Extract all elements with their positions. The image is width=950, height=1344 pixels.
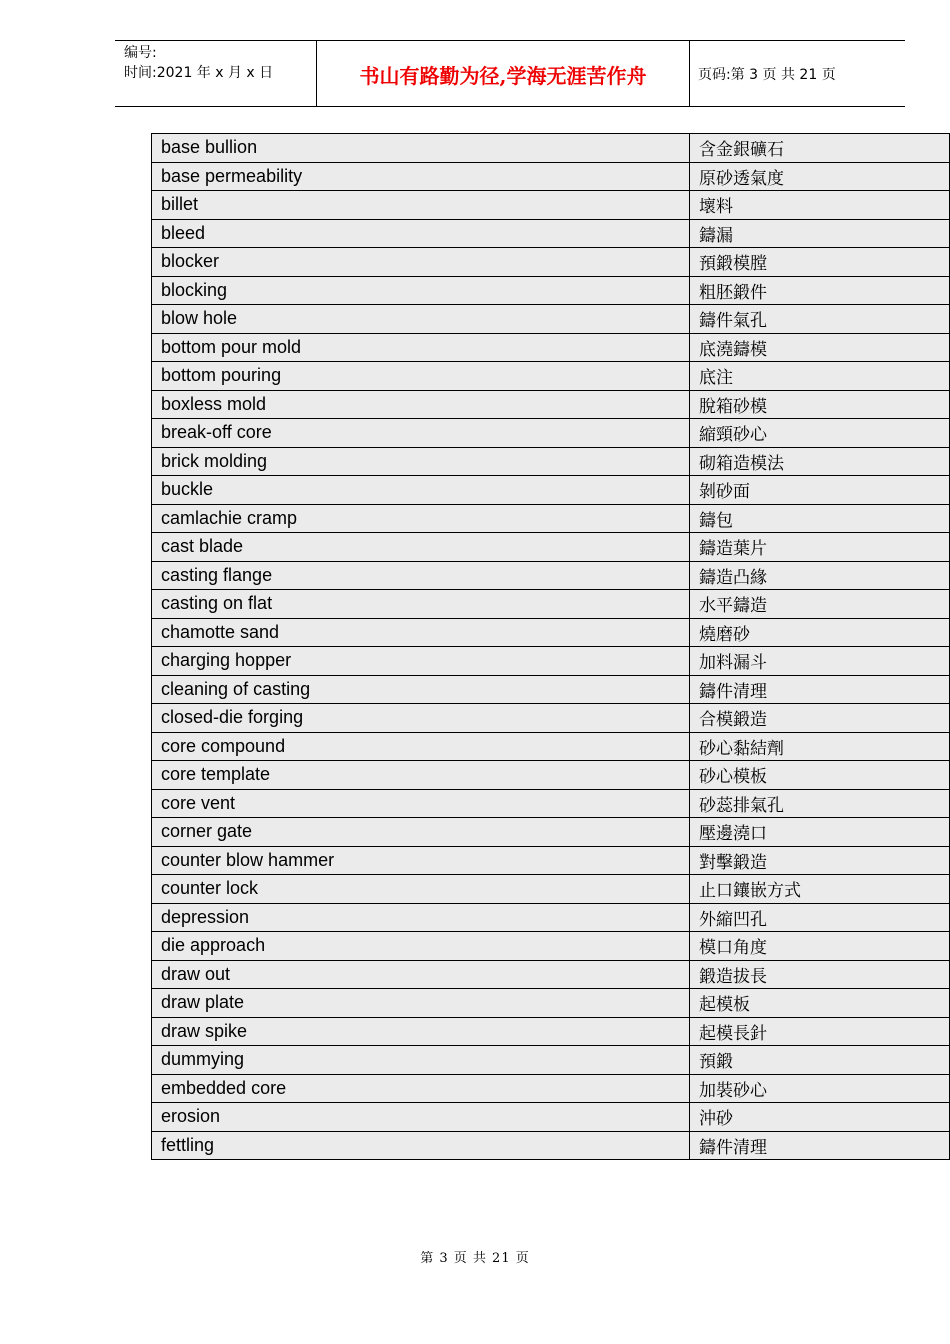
term-chinese: 鑄造凸緣 xyxy=(690,561,950,590)
table-row xyxy=(152,504,950,533)
term-chinese: 沖砂 xyxy=(690,1103,950,1132)
term-english: cleaning of casting xyxy=(152,675,690,704)
table-row xyxy=(152,932,950,961)
term-chinese: 剝砂面 xyxy=(690,476,950,505)
header-meta xyxy=(115,41,316,107)
term-chinese: 起模長針 xyxy=(690,1017,950,1046)
term-chinese: 模口角度 xyxy=(690,932,950,961)
term-english: erosion xyxy=(152,1103,690,1132)
term-english: base bullion xyxy=(152,134,690,163)
term-english: bottom pouring xyxy=(152,362,690,391)
table-row xyxy=(152,162,950,191)
table-row xyxy=(152,1017,950,1046)
document-number-label: 编号: xyxy=(124,45,157,61)
table-row xyxy=(152,134,950,163)
table-row xyxy=(152,675,950,704)
term-chinese: 底注 xyxy=(690,362,950,391)
term-chinese: 砂心模板 xyxy=(690,761,950,790)
term-english: charging hopper xyxy=(152,647,690,676)
table-row xyxy=(152,1131,950,1160)
term-english: camlachie cramp xyxy=(152,504,690,533)
term-english: boxless mold xyxy=(152,390,690,419)
term-chinese: 預鍛模膛 xyxy=(690,248,950,277)
header-page-info: 页码:第 3 页 共 21 页 xyxy=(698,67,836,83)
table-row xyxy=(152,590,950,619)
term-english: counter blow hammer xyxy=(152,846,690,875)
term-chinese: 砂蕊排氣孔 xyxy=(690,789,950,818)
table-row xyxy=(152,476,950,505)
page-footer: 第 3 页 共 21 页 xyxy=(420,1251,530,1266)
term-chinese: 對擊鍛造 xyxy=(690,846,950,875)
term-chinese: 底澆鑄模 xyxy=(690,333,950,362)
term-chinese: 鑄件清理 xyxy=(690,1131,950,1160)
term-english: closed-die forging xyxy=(152,704,690,733)
table-row xyxy=(152,248,950,277)
table-row xyxy=(152,419,950,448)
table-row xyxy=(152,390,950,419)
table-row xyxy=(152,333,950,362)
table-row xyxy=(152,191,950,220)
table-row xyxy=(152,818,950,847)
term-english: core compound xyxy=(152,732,690,761)
term-english: chamotte sand xyxy=(152,618,690,647)
term-chinese: 壓邊澆口 xyxy=(690,818,950,847)
term-chinese: 鑄件氣孔 xyxy=(690,305,950,334)
term-chinese: 水平鑄造 xyxy=(690,590,950,619)
term-english: draw spike xyxy=(152,1017,690,1046)
table-row xyxy=(152,618,950,647)
header-motto: 书山有路勤为径,学海无涯苦作舟 xyxy=(316,41,690,107)
term-english: core vent xyxy=(152,789,690,818)
table-row xyxy=(152,305,950,334)
table-row xyxy=(152,561,950,590)
table-row xyxy=(152,903,950,932)
table-row xyxy=(152,219,950,248)
term-english: casting flange xyxy=(152,561,690,590)
term-english: die approach xyxy=(152,932,690,961)
term-english: cast blade xyxy=(152,533,690,562)
term-english: bleed xyxy=(152,219,690,248)
term-chinese: 起模板 xyxy=(690,989,950,1018)
term-chinese: 外縮凹孔 xyxy=(690,903,950,932)
term-english: embedded core xyxy=(152,1074,690,1103)
table-row xyxy=(152,362,950,391)
term-english: dummying xyxy=(152,1046,690,1075)
glossary-table xyxy=(151,133,950,1160)
term-english: break-off core xyxy=(152,419,690,448)
term-english: counter lock xyxy=(152,875,690,904)
term-chinese: 鑄件清理 xyxy=(690,675,950,704)
term-chinese: 砂心黏結劑 xyxy=(690,732,950,761)
term-chinese: 鑄包 xyxy=(690,504,950,533)
term-english: draw plate xyxy=(152,989,690,1018)
table-row xyxy=(152,276,950,305)
term-chinese: 合模鍛造 xyxy=(690,704,950,733)
term-chinese: 脫箱砂模 xyxy=(690,390,950,419)
term-english: blocker xyxy=(152,248,690,277)
table-row xyxy=(152,960,950,989)
table-row xyxy=(152,447,950,476)
term-english: buckle xyxy=(152,476,690,505)
term-english: bottom pour mold xyxy=(152,333,690,362)
term-chinese: 止口鑲嵌方式 xyxy=(690,875,950,904)
table-row xyxy=(152,533,950,562)
term-chinese: 鑄漏 xyxy=(690,219,950,248)
glossary-table-body xyxy=(152,134,950,1160)
term-english: core template xyxy=(152,761,690,790)
table-row xyxy=(152,1103,950,1132)
term-english: fettling xyxy=(152,1131,690,1160)
table-row xyxy=(152,789,950,818)
term-chinese: 鑄造葉片 xyxy=(690,533,950,562)
table-row xyxy=(152,647,950,676)
term-chinese: 加料漏斗 xyxy=(690,647,950,676)
page-header xyxy=(115,40,905,107)
term-english: blow hole xyxy=(152,305,690,334)
term-english: billet xyxy=(152,191,690,220)
term-chinese: 粗胚鍛件 xyxy=(690,276,950,305)
term-chinese: 原砂透氣度 xyxy=(690,162,950,191)
term-english: brick molding xyxy=(152,447,690,476)
term-english: blocking xyxy=(152,276,690,305)
table-row xyxy=(152,761,950,790)
term-chinese: 加裝砂心 xyxy=(690,1074,950,1103)
term-english: draw out xyxy=(152,960,690,989)
table-row xyxy=(152,875,950,904)
term-english: depression xyxy=(152,903,690,932)
table-row xyxy=(152,846,950,875)
term-chinese: 含金銀礦石 xyxy=(690,134,950,163)
term-english: corner gate xyxy=(152,818,690,847)
table-row xyxy=(152,732,950,761)
term-chinese: 鍛造拔長 xyxy=(690,960,950,989)
term-chinese: 壞料 xyxy=(690,191,950,220)
table-row xyxy=(152,1046,950,1075)
document-date-label: 时间:2021 年 x 月 x 日 xyxy=(124,65,274,81)
table-row xyxy=(152,1074,950,1103)
term-english: casting on flat xyxy=(152,590,690,619)
term-chinese: 預鍛 xyxy=(690,1046,950,1075)
term-chinese: 縮頸砂心 xyxy=(690,419,950,448)
table-row xyxy=(152,704,950,733)
term-chinese: 砌箱造模法 xyxy=(690,447,950,476)
table-row xyxy=(152,989,950,1018)
term-chinese: 燒磨砂 xyxy=(690,618,950,647)
term-english: base permeability xyxy=(152,162,690,191)
